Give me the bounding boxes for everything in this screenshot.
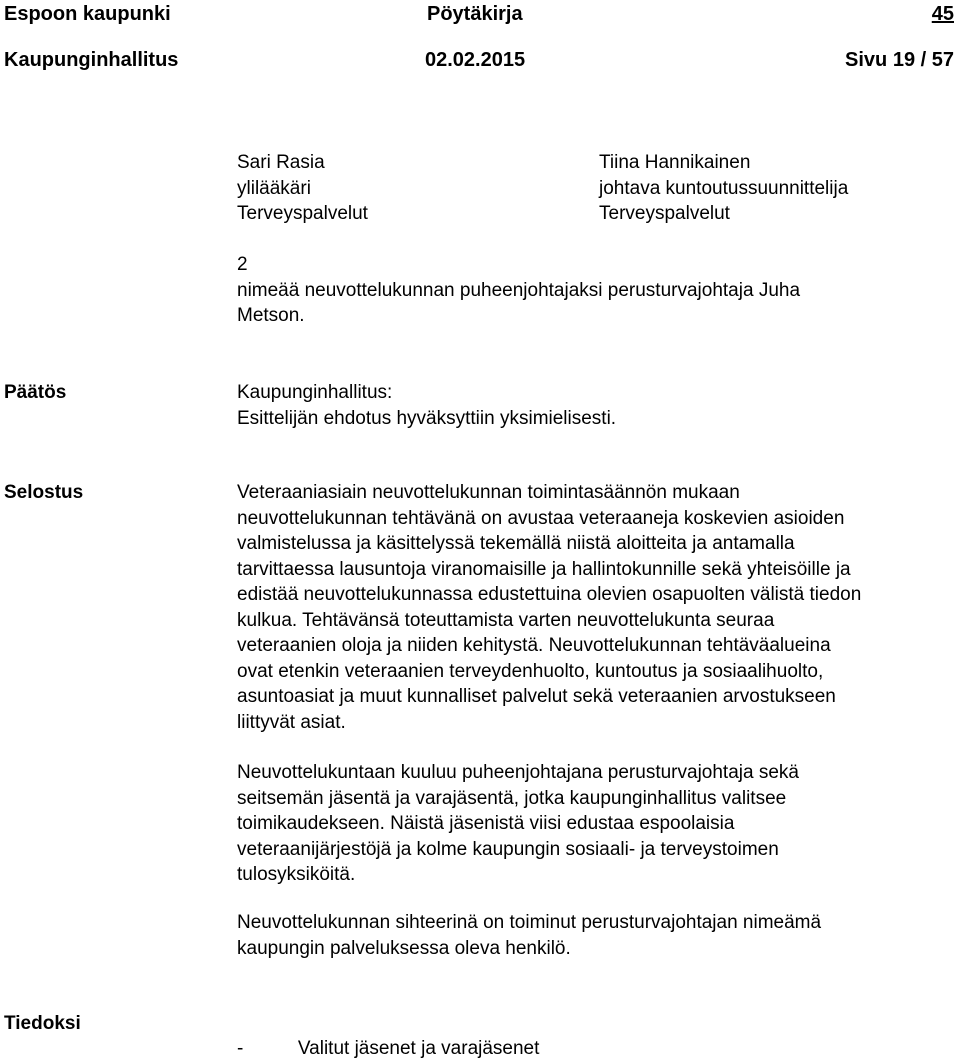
paragraph-line: veteraanien oloja ja niiden kehitystä. Neuvottelukunnan tehtäväalueina [237, 635, 831, 656]
decision-text [237, 380, 957, 431]
explanation-paragraph-2 [237, 760, 957, 888]
city-name: Espoon kaupunki [4, 3, 171, 25]
paragraph-line: tulosyksiköitä. [237, 864, 356, 885]
meeting-date: 02.02.2015 [425, 49, 526, 71]
paragraph-line: veteraanijärjestöjä ja kolme kaupungin sosiaali- ja terveystoimen [237, 838, 779, 860]
attachment-item [237, 1036, 539, 1062]
signature-right-unit: Terveyspalvelut [599, 203, 730, 224]
signature-left-unit: Terveyspalvelut [237, 203, 368, 224]
signature-left-title: ylilääkäri [237, 177, 311, 199]
paragraph-line: tarvittaessa lausuntoja viranomaisille ja hallintokunnille sekä yhteisöille ja [237, 558, 851, 580]
paragraph-line: asuntoasiat ja muut kunnalliset palvelut sekä veteraanien arvostukseen [237, 686, 836, 707]
signature-right [599, 150, 848, 227]
section-number: 45 [931, 3, 954, 25]
attachment-bullet: - [237, 1038, 244, 1059]
signature-left [237, 150, 368, 227]
document-type: Pöytäkirja [427, 3, 523, 25]
paragraph-line: edistää neuvottelukunnassa edustettuina olevien osapuolten välistä tiedon [237, 584, 862, 605]
attachment-text: Valitut jäsenet ja varajäsenet [297, 1038, 540, 1059]
attachments-label: Tiedoksi [4, 1013, 81, 1034]
explanation-paragraph-3 [237, 910, 957, 961]
explanation-label: Selostus [4, 482, 84, 503]
paragraph-line: liittyvät asiat. [237, 711, 346, 733]
decision-line: Kaupunginhallitus: [237, 382, 393, 403]
paragraph-line: seitsemän jäsentä ja varajäsentä, jotka kaupunginhallitus valitsee [237, 787, 787, 809]
paragraph-line: kulkua. Tehtävänsä toteuttamista varten neuvottelukunta seuraa [237, 609, 775, 631]
decision-line: Esittelijän ehdotus hyväksyttiin yksimielisesti. [237, 407, 617, 429]
paragraph-line: kaupungin palveluksessa oleva henkilö. [237, 937, 571, 959]
paragraph-line: Neuvottelukunnan sihteerinä on toiminut perusturvajohtajan nimeämä [237, 912, 822, 933]
proposal-line: Metson. [237, 305, 305, 326]
page-number: Sivu 19 / 57 [845, 49, 954, 71]
paragraph-line: valmistelussa ja käsittelyssä tekemällä niistä aloitteita ja antamalla [237, 533, 795, 554]
paragraph-line: toimikaudekseen. Näistä jäsenistä viisi edustaa espoolaisia [237, 813, 735, 834]
proposal-item [237, 252, 957, 329]
signature-right-name: Tiina Hannikainen [599, 152, 751, 173]
proposal-number: 2 [237, 254, 248, 275]
signature-left-name: Sari Rasia [237, 152, 325, 173]
decision-label: Päätös [4, 382, 67, 403]
paragraph-line: neuvottelukunnan tehtävänä on avustaa veteraaneja koskevien asioiden [237, 507, 845, 529]
proposal-line: nimeää neuvottelukunnan puheenjohtajaksi perusturvajohtaja Juha [237, 279, 801, 301]
paragraph-line: Veteraaniasiain neuvottelukunnan toimintasäännön mukaan [237, 482, 740, 503]
explanation-paragraph-1 [237, 480, 957, 735]
governing-body: Kaupunginhallitus [4, 49, 179, 71]
paragraph-line: ovat etenkin veteraanien terveydenhuolto, kuntoutus ja sosiaalihuolto, [237, 660, 824, 682]
paragraph-line: Neuvottelukuntaan kuuluu puheenjohtajana perusturvajohtaja sekä [237, 762, 799, 783]
signature-right-title: johtava kuntoutussuunnittelija [599, 177, 849, 199]
